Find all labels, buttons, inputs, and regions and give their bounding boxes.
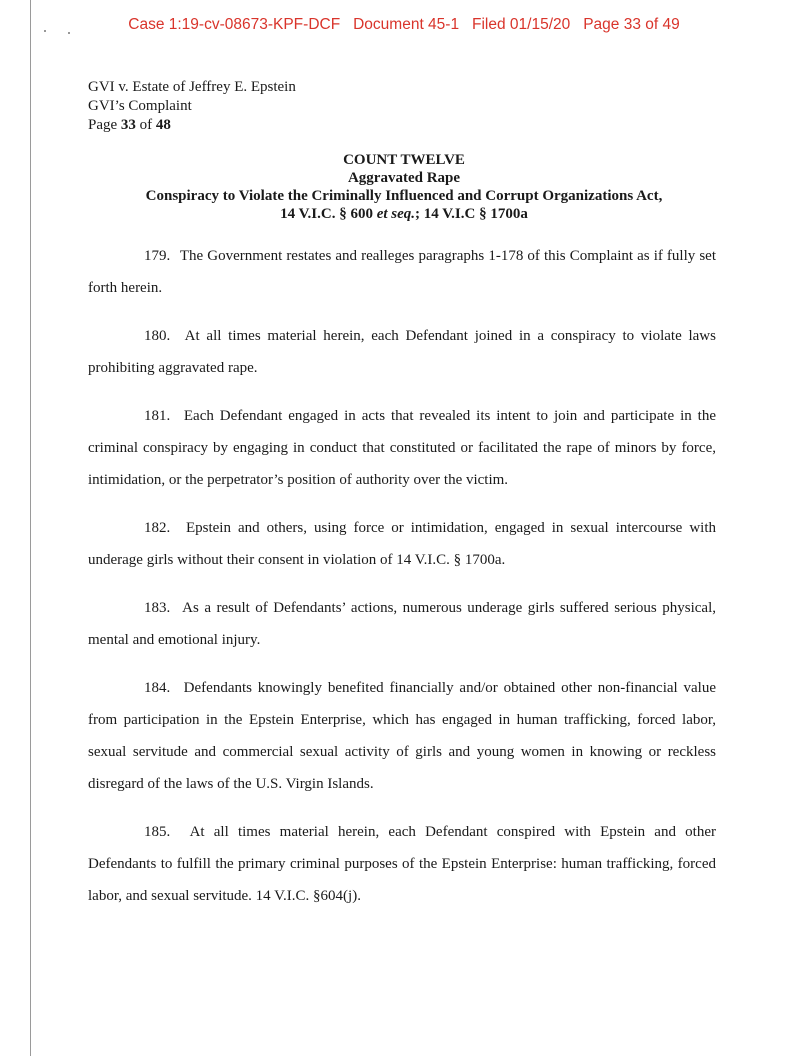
paragraph-182 xyxy=(88,512,716,576)
ecf-page-number: Page 33 of 49 xyxy=(583,16,680,33)
statute-citation: 14 V.I.C. § 600 xyxy=(280,206,377,222)
paragraph-181 xyxy=(88,400,716,496)
paragraph-number: 179. xyxy=(144,248,171,264)
caption-page-total: 48 xyxy=(155,117,171,133)
ecf-header-stamp xyxy=(0,16,808,34)
paragraph-183 xyxy=(88,592,716,656)
caption-page-prefix: Page xyxy=(88,117,121,133)
complaint-body xyxy=(88,240,716,928)
paragraph-text: Each Defendant engaged in acts that revealed its intent to join and participate in the criminal conspiracy by engaging in conduct that constituted or facilitated the rape of minors by force, intimidation, or the perpetrator’s position of authority over the victim. xyxy=(88,408,717,488)
paragraph-number: 184. xyxy=(144,680,171,696)
paragraph-179 xyxy=(88,240,716,304)
case-number: Case 1:19-cv-08673-KPF-DCF xyxy=(128,16,341,33)
document-caption xyxy=(88,78,296,135)
paragraph-180 xyxy=(88,320,716,384)
statute-citation-2: ; 14 V.I.C § 1700a xyxy=(415,206,528,222)
paragraph-text: Epstein and others, using force or intimidation, engaged in sexual intercourse with underage girls without their consent in violation of 14 V.I.C. § 1700a. xyxy=(88,520,716,568)
paragraph-text: The Government restates and realleges paragraphs 1-178 of this Complaint as if fully set forth herein. xyxy=(88,248,716,296)
paragraph-text: As a result of Defendants’ actions, numerous underage girls suffered serious physical, mental and emotional injury. xyxy=(88,600,716,648)
count-title-line-2 xyxy=(0,205,808,223)
paragraph-number: 180. xyxy=(144,328,171,344)
paragraph-number: 181. xyxy=(144,408,171,424)
count-number: COUNT TWELVE xyxy=(343,152,465,168)
caption-case-title: GVI v. Estate of Jeffrey E. Epstein xyxy=(88,79,296,95)
paragraph-number: 185. xyxy=(144,824,171,840)
caption-document-title: GVI’s Complaint xyxy=(88,98,192,114)
paragraph-185 xyxy=(88,816,716,912)
filed-date: Filed 01/15/20 xyxy=(472,16,571,33)
paragraph-184 xyxy=(88,672,716,800)
paragraph-text: Defendants knowingly benefited financially and/or obtained other non-financial value from participation in the Epstein Enterprise, which has engaged in human trafficking, forced labor, sexual servitude and commercial sexual activity of girls and young women in knowing or reckless disregard of the laws of the U.S. Virgin Islands. xyxy=(88,680,717,792)
caption-page-of: of xyxy=(135,117,156,133)
document-number: Document 45-1 xyxy=(353,16,460,33)
caption-page-number: 33 xyxy=(120,117,136,133)
paragraph-text: At all times material herein, each Defendant joined in a conspiracy to violate laws prohibiting aggravated rape. xyxy=(88,328,716,376)
count-title-line-1: Conspiracy to Violate the Criminally Influenced and Corrupt Organizations Act, xyxy=(145,188,663,204)
count-heading xyxy=(0,151,808,223)
paragraph-text: At all times material herein, each Defendant conspired with Epstein and other Defendants to fulfill the primary criminal purposes of the Epstein Enterprise: human trafficking, forced labor, and sexual servitude. 14 V.I.C. §604(j). xyxy=(88,824,716,904)
paragraph-number: 183. xyxy=(144,600,171,616)
count-subtitle: Aggravated Rape xyxy=(347,170,461,186)
caption-page-line xyxy=(88,116,296,135)
paragraph-number: 182. xyxy=(144,520,171,536)
statute-et-seq: et seq. xyxy=(376,206,416,222)
